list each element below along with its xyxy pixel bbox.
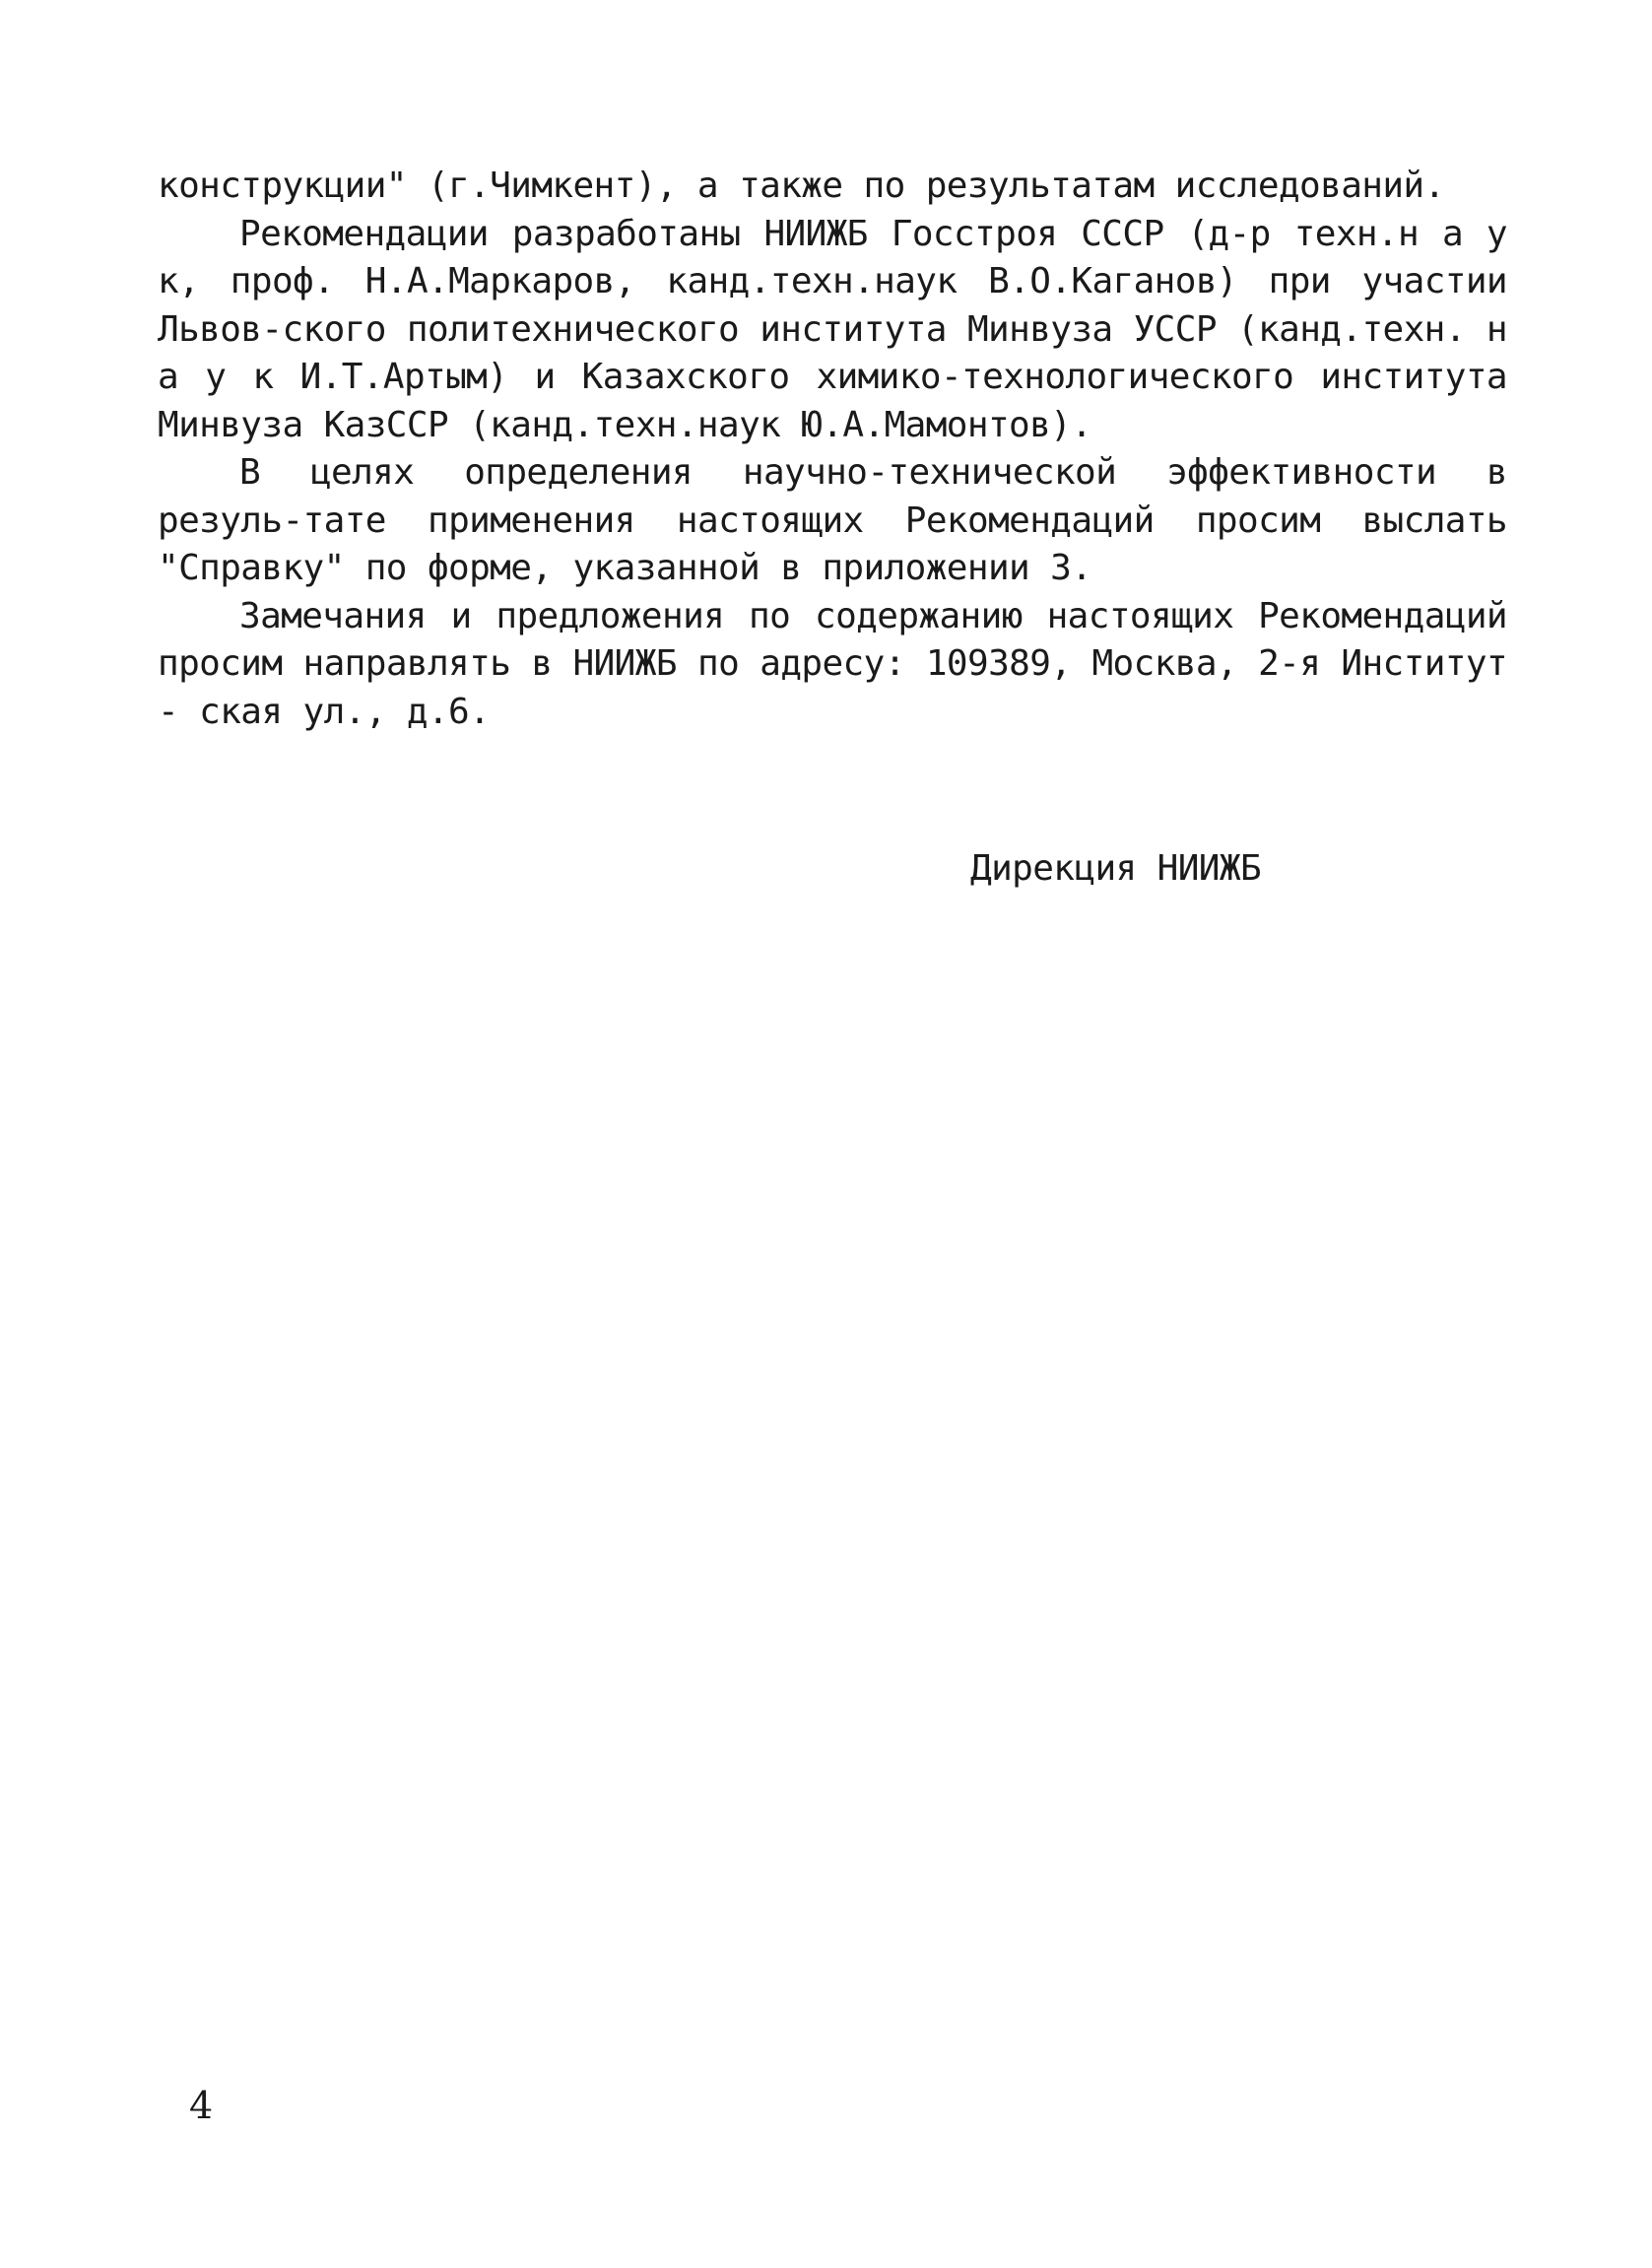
body-text (158, 163, 1507, 736)
signature-line: Дирекция НИИЖБ (970, 848, 1262, 889)
page-number: 4 (189, 2084, 214, 2127)
paragraph-feedback-address: Замечания и предложения по содержанию настоящих Рекомендаций просим направлять в НИИЖБ по адресу: 109389, Москва, 2-я Институт - ская ул., д.6. (158, 595, 1507, 732)
paragraph-continuation: конструкции" (г.Чимкент), а также по результатам исследований. (158, 166, 1445, 206)
paragraph-developers: Рекомендации разработаны НИИЖБ Госстроя СССР (д-р техн.н а у к, проф. Н.А.Маркаров, канд.техн.наук В.О.Каганов) при участии Львов-ского политехнического института Минвуза УССР (канд.техн. н а у к И.Т.Артым) и Казахского химико-технологического института Минвуза КазССР (канд.техн.наук Ю.А.Мамонтов). (158, 213, 1507, 445)
paragraph-efficiency-request: В целях определения научно-технической эффективности в резуль-тате применения настоящих Рекомендаций просим выслать "Справку" по форме, указанной в приложении 3. (158, 452, 1507, 588)
